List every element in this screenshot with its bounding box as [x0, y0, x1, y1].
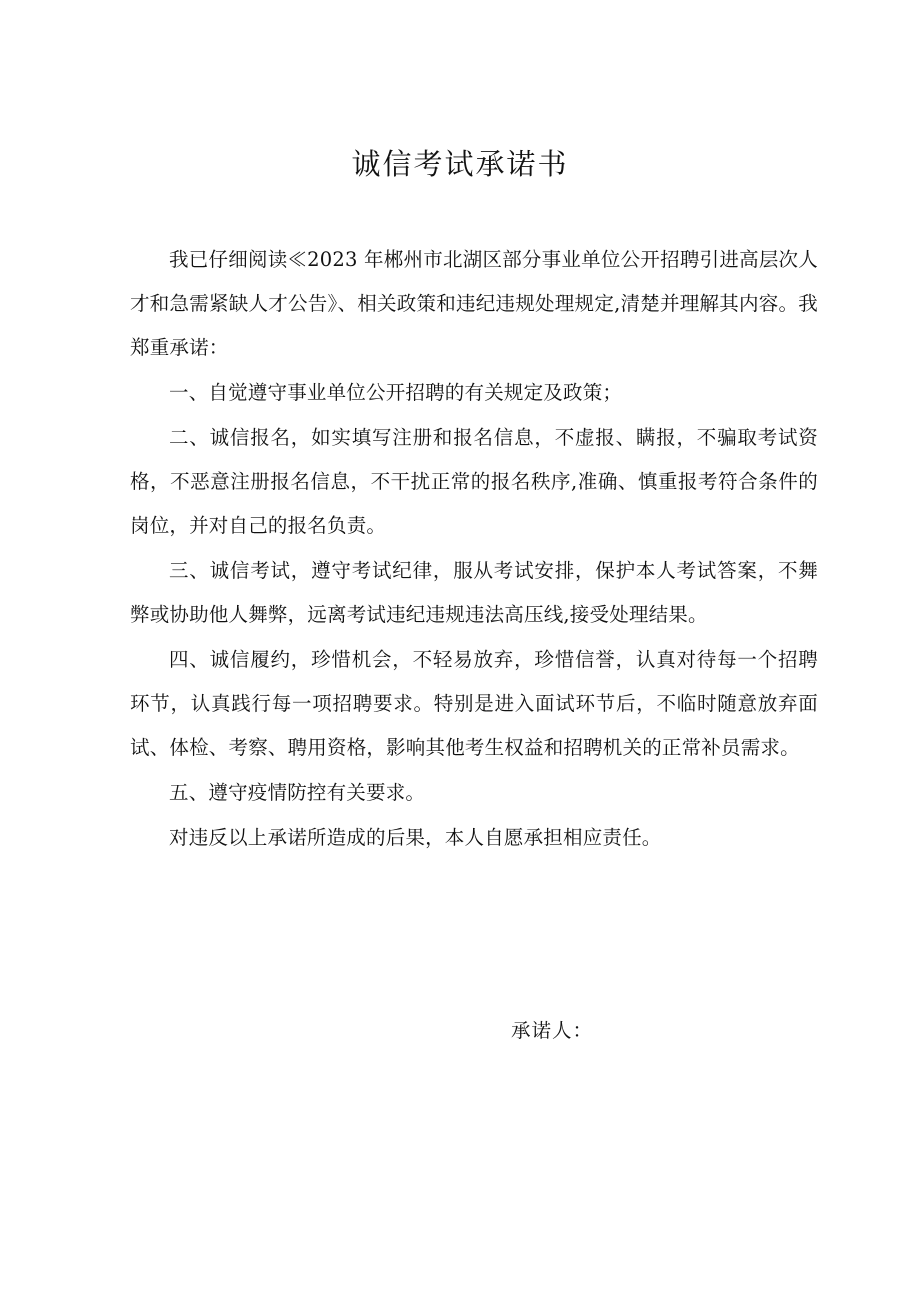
commitment-item-4: 四、诚信履约，珍惜机会，不轻易放弃，珍惜信誉，认真对待每一个招聘环节，认真践行每一项招聘要求。特别是进入面试环节后，不临时随意放弃面试、体检、考察、聘用资格，影响其他考生权益和招聘机关的正常补员需求。 [130, 648, 818, 759]
document-title: 诚信考试承诺书 [351, 147, 569, 181]
document-body [130, 238, 818, 861]
intro-paragraph: 我已仔细阅读≪2023 年郴州市北湖区部分事业单位公开招聘引进高层次人才和急需紧缺人才公告》、相关政策和违纪违规处理规定,清楚并理解其内容。我郑重承诺： [130, 248, 818, 359]
commitment-item-5: 五、遵守疫情防控有关要求。 [169, 781, 426, 804]
commitment-item-3: 三、诚信考试，遵守考试纪律，服从考试安排，保护本人考试答案，不舞弊或协助他人舞弊，远离考试违纪违规违法高压线,接受处理结果。 [130, 559, 818, 626]
signature-label: 承诺人： [511, 1019, 594, 1042]
closing-paragraph: 对违反以上承诺所造成的后果，本人自愿承担相应责任。 [169, 826, 662, 849]
commitment-item-1: 一、自觉遵守事业单位公开招聘的有关规定及政策； [169, 381, 623, 404]
commitment-item-2: 二、诚信报名，如实填写注册和报名信息，不虚报、瞒报，不骗取考试资格，不恶意注册报名信息，不干扰正常的报名秩序,准确、慎重报考符合条件的岗位，并对自己的报名负责。 [130, 426, 818, 537]
